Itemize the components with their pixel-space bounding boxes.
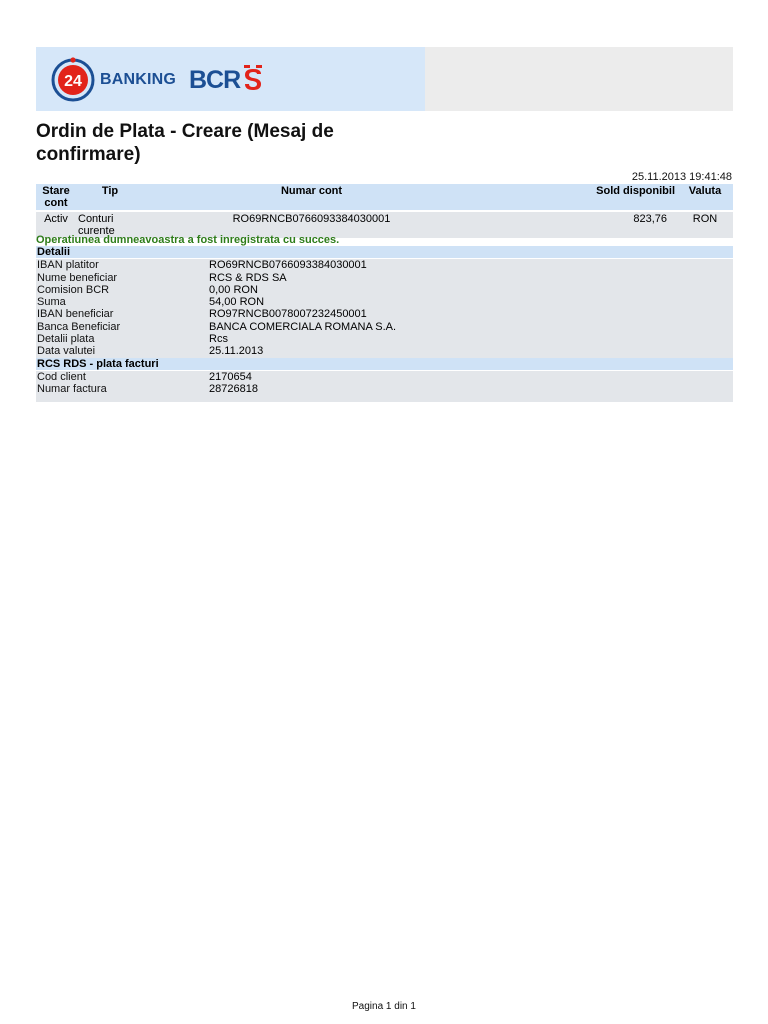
detail-label: Detalii plata [36,333,208,345]
detail-value: Rcs [208,333,733,345]
header-currency: Valuta [677,184,733,210]
detail-row [36,345,733,357]
detail-row [36,296,733,308]
timestamp: 25.11.2013 19:41:48 [631,171,732,183]
invoice-row [36,371,733,383]
cell-type: Conturi curente [76,212,144,238]
header-banner [36,47,733,111]
header-logo-area [36,47,425,111]
account-table-header [36,184,733,210]
detail-row [36,308,733,320]
detail-row [36,259,733,271]
detail-value: RCS & RDS SA [208,272,733,284]
detail-label: Data valutei [36,345,208,357]
banking-24-logo [50,57,96,103]
details-section-title: Detalii [36,246,733,258]
invoice-value: 2170654 [208,371,733,383]
invoice-section-header [36,358,733,370]
invoice-value: 28726818 [208,383,733,395]
detail-row [36,333,733,345]
cell-account-number: RO69RNCB0766093384030001 [144,212,479,238]
logo-number: 24 [64,73,82,90]
detail-label: IBAN platitor [36,259,208,271]
detail-value: 25.11.2013 [208,345,733,357]
invoice-row [36,383,733,395]
detail-label: Nume beneficiar [36,272,208,284]
cell-balance: 823,76 [479,212,677,238]
bank-name: BCR [189,66,241,94]
details-section-header [36,246,733,258]
invoice-section-title: RCS RDS - plata facturi [36,358,733,370]
detail-value: BANCA COMERCIALA ROMANA S.A. [208,321,733,333]
page-footer: Pagina 1 din 1 [352,1001,416,1012]
detail-label: Comision BCR [36,284,208,296]
invoice-label: Numar factura [36,383,208,395]
detail-row [36,272,733,284]
detail-value: RO97RNCB0078007232450001 [208,308,733,320]
header-account-number: Numar cont [144,184,479,210]
page-title: Ordin de Plata - Creare (Mesaj de confirmare) [36,121,334,165]
detail-label: Suma [36,296,208,308]
banking-label: BANKING [100,71,177,88]
detail-value: 0,00 RON [208,284,733,296]
table-end-bar [36,396,733,402]
cell-currency: RON [677,212,733,238]
header-type: Tip [76,184,144,210]
cell-status: Activ [36,212,76,238]
detail-row [36,321,733,333]
header-balance: Sold disponibil [479,184,677,210]
invoice-label: Cod client [36,371,208,383]
detail-value: RO69RNCB0766093384030001 [208,259,733,271]
details-table [36,246,733,402]
bcr-s-symbol-icon [241,65,265,93]
detail-value: 54,00 RON [208,296,733,308]
account-table [36,184,733,238]
detail-label: IBAN beneficiar [36,308,208,320]
success-message: Operatiunea dumneavoastra a fost inregistrata cu succes. [36,234,340,246]
detail-row [36,284,733,296]
header-status: Stare cont [36,184,76,210]
detail-label: Banca Beneficiar [36,321,208,333]
